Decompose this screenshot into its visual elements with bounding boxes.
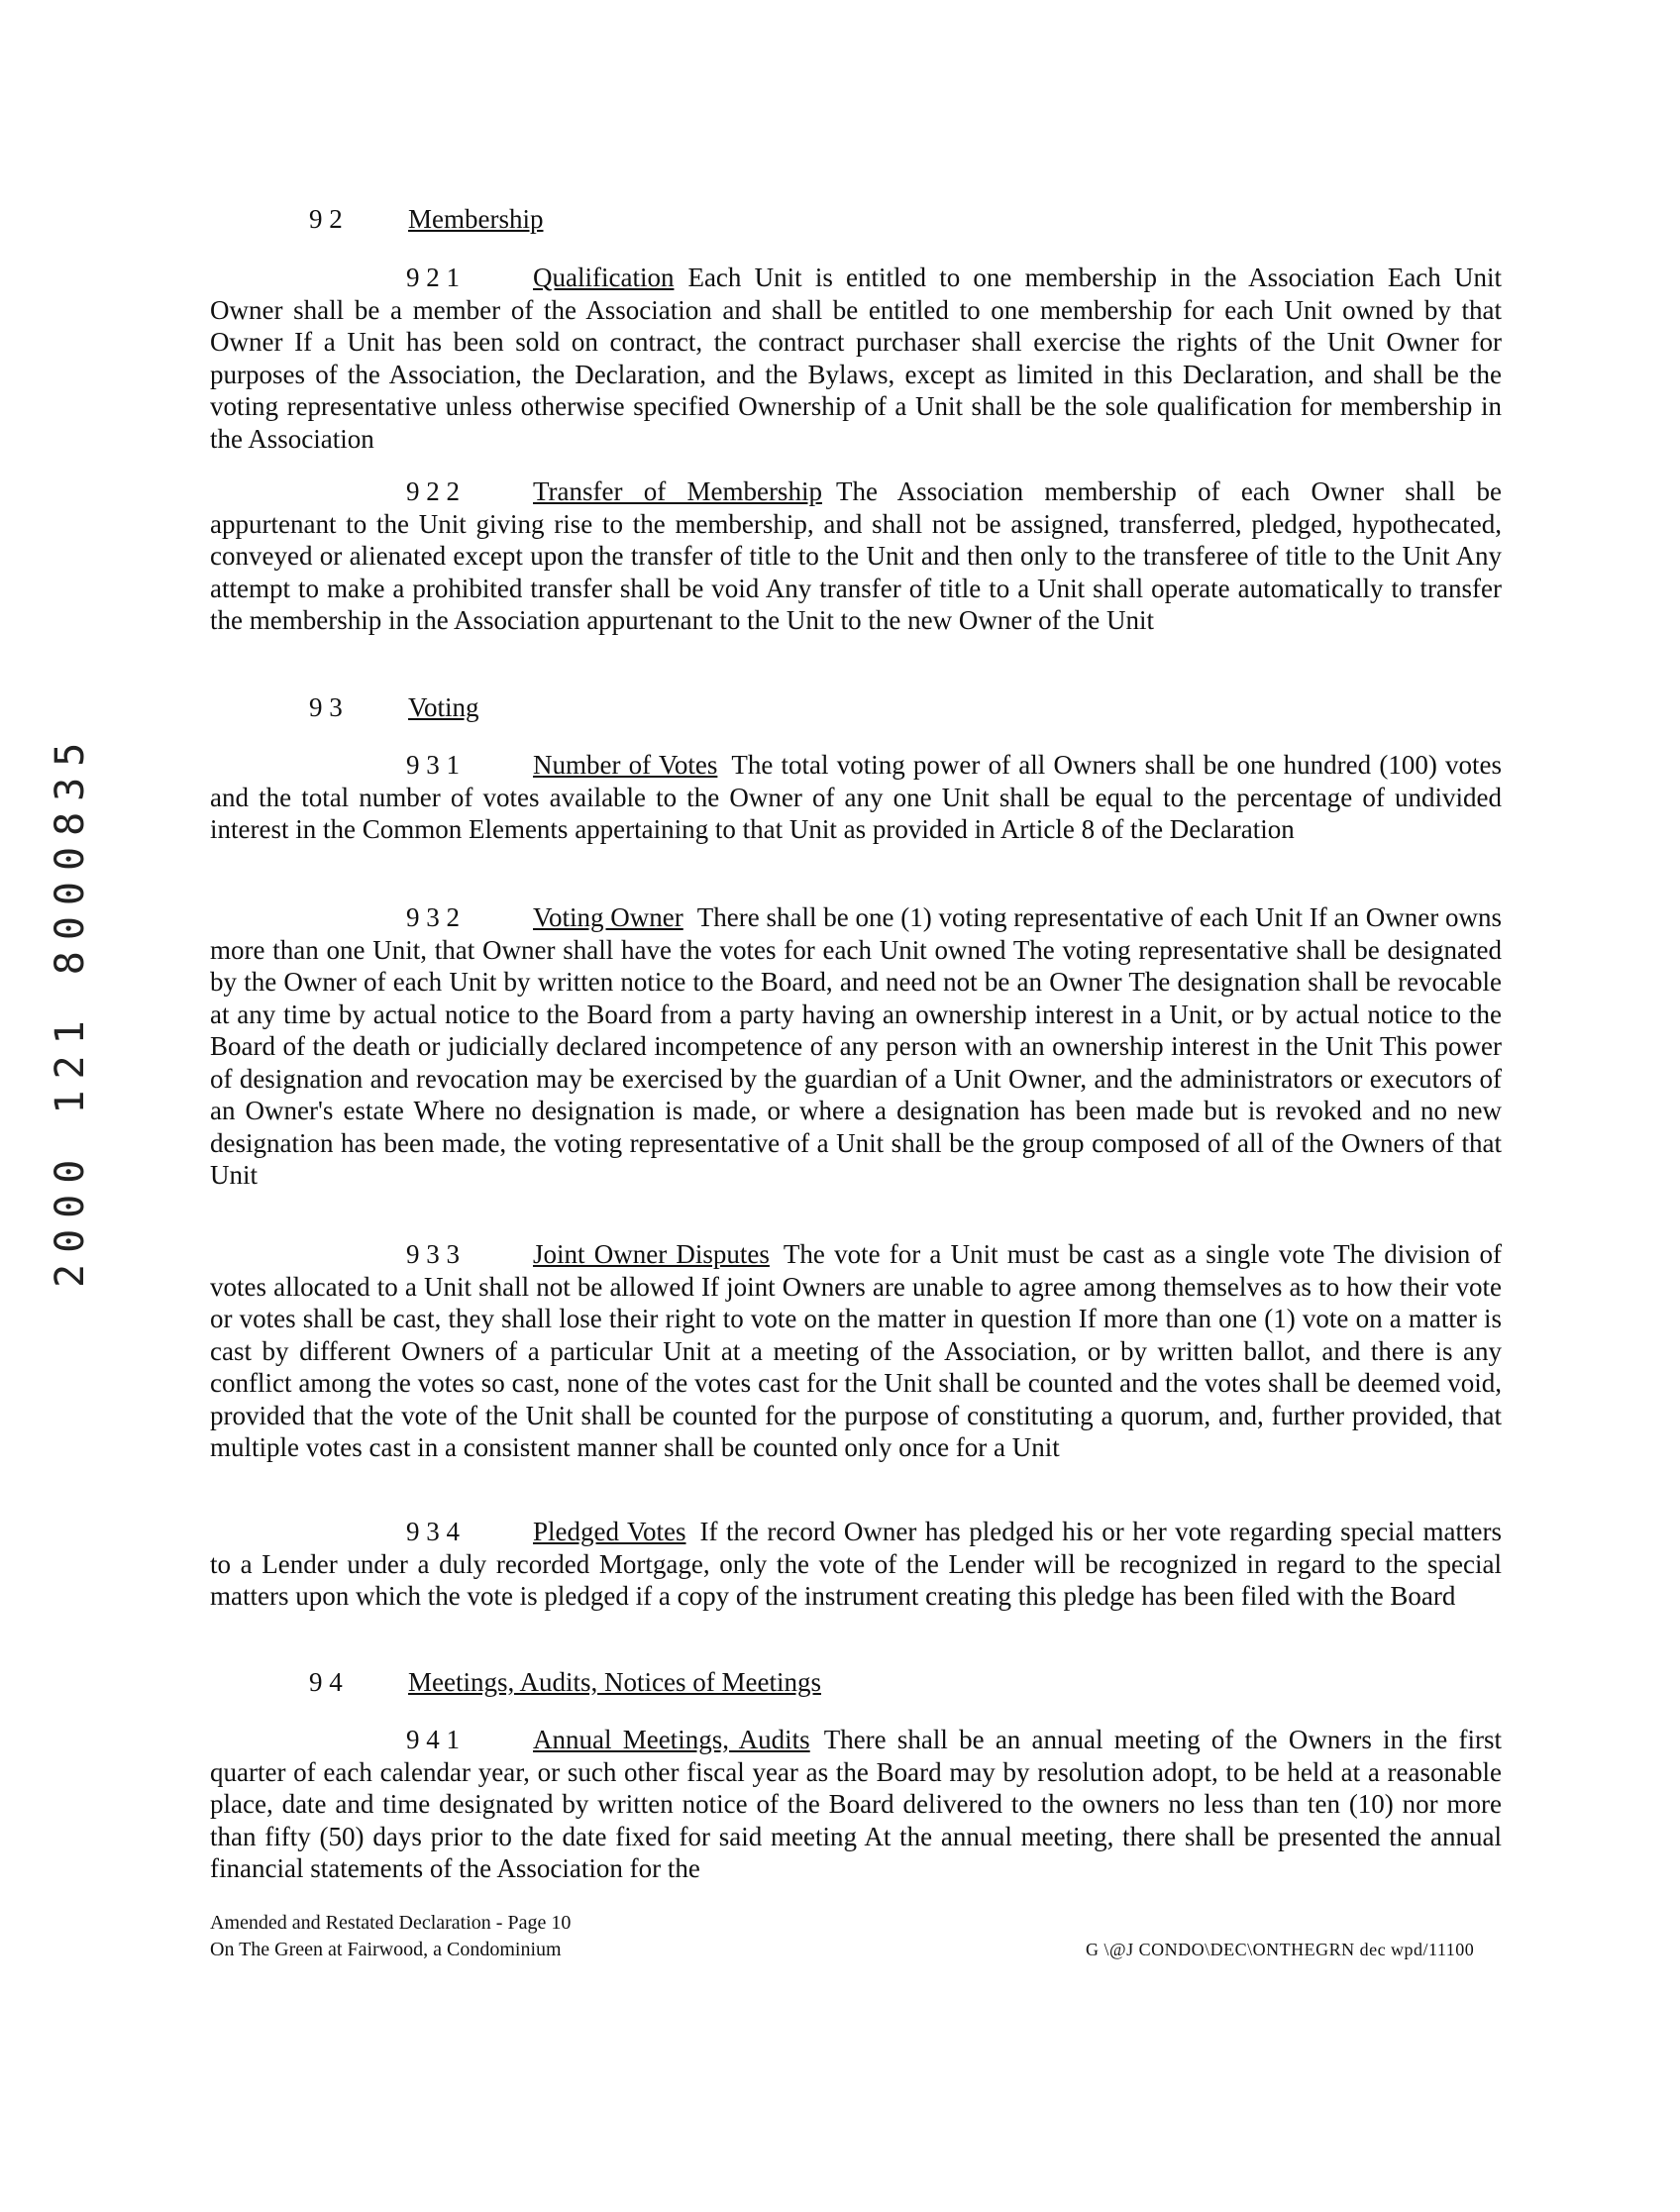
subsection-title: Annual Meetings, Audits — [533, 1725, 810, 1754]
subsection-number: 9 2 1 — [406, 263, 460, 292]
paragraph-body: The Association membership of each Owner shall be appurtenant to the Unit giving rise to the membership, and shall not be assigned, transferred, pledged, hypothecated, conveyed or alienated except upon the transfer of title to the Unit and then only to the transferee of title to the Unit Any attempt to make a prohibited transfer shall be void Any transfer of title to a Unit shall operate automatically to transfer the membership in the Association appurtenant to the Unit to the new Owner of the Unit — [210, 476, 1502, 635]
subsection-number: 9 4 1 — [406, 1725, 460, 1754]
subsection-title: Voting Owner — [533, 902, 683, 932]
subsection-title: Transfer of Membership — [533, 476, 822, 506]
subsection-title: Number of Votes — [533, 750, 718, 780]
recording-stamp: 2000 121 8000835 — [48, 731, 93, 1288]
paragraph-9-3-3 — [210, 1238, 1502, 1464]
subsection-number: 9 3 3 — [406, 1239, 460, 1269]
footer-document-title: Amended and Restated Declaration - Page 10 — [210, 1912, 572, 1934]
paragraph-9-3-4 — [210, 1516, 1502, 1613]
paragraph-body: If the record Owner has pledged his or her vote regarding special matters to a Lender under a duly recorded Mortgage, only the vote of the Lender will be recognized in regard to the special matters upon which the vote is pledged if a copy of the instrument creating this pledge has been filed with the Board — [210, 1517, 1502, 1611]
footer-property-name: On The Green at Fairwood, a Condominium — [210, 1939, 562, 1960]
subsection-title: Joint Owner Disputes — [533, 1239, 770, 1269]
paragraph-9-4-1 — [210, 1724, 1502, 1885]
paragraph-body: Each Unit is entitled to one membership in the Association Each Unit Owner shall be a member of the Association and shall be entitled to one membership for each Unit owned by that Owner If a Unit has been sold on contract, the contract purchaser shall exercise the rights of the Unit Owner for purposes of the Association, the Declaration, and the Bylaws, except as limited in this Declaration, and shall be the voting representative unless otherwise specified Ownership of a Unit shall be the sole qualification for membership in the Association — [210, 263, 1502, 454]
paragraph-9-2-1 — [210, 262, 1502, 455]
subsection-number: 9 2 2 — [406, 476, 460, 506]
subsection-title: Qualification — [533, 263, 675, 292]
section-number: 9 2 — [309, 204, 343, 234]
paragraph-9-2-2 — [210, 475, 1502, 637]
subsection-number: 9 3 1 — [406, 750, 460, 780]
paragraph-body: The total voting power of all Owners shall be one hundred (100) votes and the total number of votes available to the Owner of any one Unit shall be equal to the percentage of undivided interest in the Common Elements appertaining to that Unit as provided in Article 8 of the Declaration — [210, 750, 1502, 844]
section-title: Meetings, Audits, Notices of Meetings — [408, 1667, 821, 1697]
subsection-title: Pledged Votes — [533, 1517, 686, 1546]
section-number: 9 3 — [309, 692, 343, 722]
section-title: Membership — [408, 204, 544, 234]
paragraph-9-3-2 — [210, 901, 1502, 1192]
section-title: Voting — [408, 692, 479, 722]
section-number: 9 4 — [309, 1667, 343, 1697]
paragraph-9-3-1 — [210, 749, 1502, 846]
footer-file-path: G \@J CONDO\DEC\ONTHEGRN dec wpd/11100 — [1086, 1940, 1475, 1959]
subsection-number: 9 3 4 — [406, 1517, 460, 1546]
paragraph-body: There shall be an annual meeting of the Owners in the first quarter of each calendar year, or such other fiscal year as the Board may by resolution adopt, to be held at a reasonable place, date and time designated by written notice of the Board delivered to the owners no less than ten (10) nor more than fifty (50) days prior to the date fixed for said meeting At the annual meeting, there shall be presented the annual financial statements of the Association for the — [210, 1725, 1502, 1883]
subsection-number: 9 3 2 — [406, 902, 460, 932]
paragraph-body: There shall be one (1) voting representative of each Unit If an Owner owns more than one Unit, that Owner shall have the votes for each Unit owned The voting representative shall be designated by the Owner of each Unit by written notice to the Board, and need not be an Owner The designation shall be revocable at any time by actual notice to the Board from a party having an ownership interest in a Unit, or by actual notice to the Board of the death or judicially declared incompetence of any person with an ownership interest in the Unit This power of designation and revocation may be exercised by the guardian of a Unit Owner, and the administrators or executors of an Owner's estate Where no designation is made, or where a designation has been made but is revoked and no new designation has been made, the voting representative of a Unit shall be the group composed of all of the Owners of that Unit — [210, 902, 1502, 1190]
page-footer — [210, 1910, 571, 1963]
paragraph-body: The vote for a Unit must be cast as a single vote The division of votes allocated to a Unit shall not be allowed If joint Owners are unable to agree among themselves as to how their vote or votes shall be cast, they shall lose their right to vote on the matter in question If more than one (1) vote on a matter is cast by different Owners of a particular Unit at a meeting of the Association, or by written ballot, and there is any conflict among the votes so cast, none of the votes cast for the Unit shall be counted and the votes shall be deemed void, provided that the vote of the Unit shall be counted for the purpose of constituting a quorum, and, further provided, that multiple votes cast in a consistent manner shall be counted only once for a Unit — [210, 1239, 1502, 1462]
